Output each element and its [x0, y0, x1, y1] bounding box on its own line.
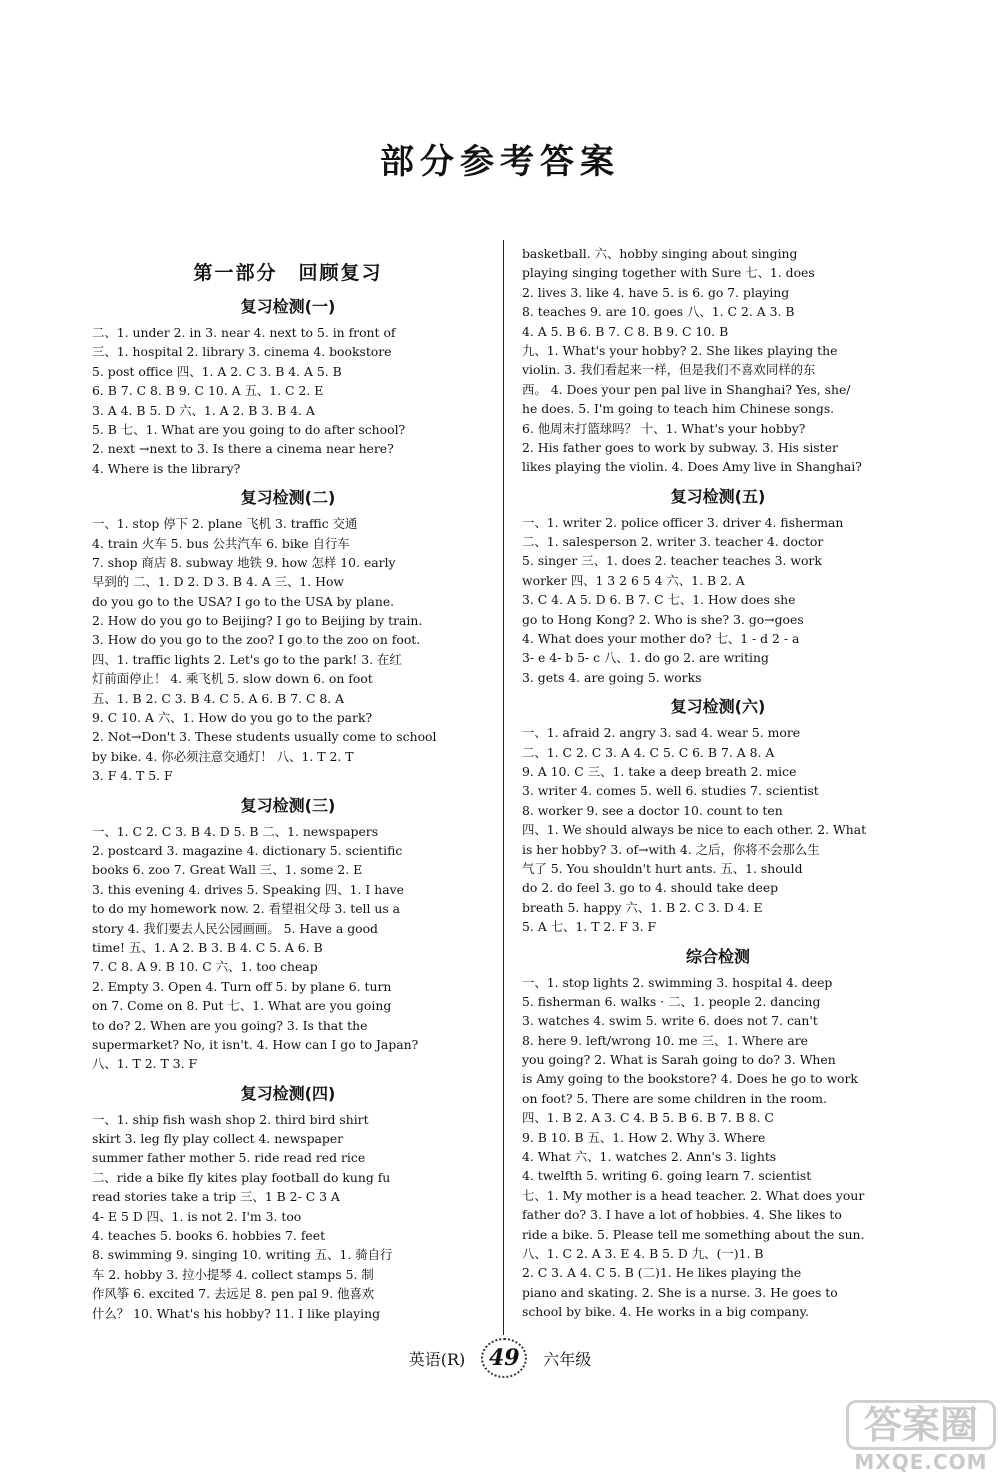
- answer-line: 一、1. C 2. C 3. B 4. D 5. B 二、1. newspapers: [92, 823, 379, 839]
- section-heading: 综合检测: [685, 946, 750, 966]
- answer-line: playing singing together with Sure 七、1. does: [522, 265, 815, 281]
- answer-line: 2. lives 3. like 4. have 5. is 6. go 7. playing: [522, 284, 790, 300]
- answer-line: 八、1. C 2. A 3. E 4. B 5. D 九、(一)1. B: [522, 1245, 764, 1261]
- page-footer: [0, 1338, 1000, 1378]
- answer-line: 8. here 9. left/wrong 10. me 三、1. Where are: [522, 1032, 808, 1048]
- watermark-logo: 答案圈: [846, 1400, 996, 1450]
- answer-line: 9. C 10. A 六、1. How do you go to the park?: [92, 710, 373, 726]
- answer-line: 9. A 10. C 三、1. take a deep breath 2. mice: [522, 763, 797, 779]
- answer-line: 9. B 10. B 五、1. How 2. Why 3. Where: [522, 1129, 766, 1145]
- answer-line: 5. B 七、1. What are you going to do after school?: [92, 421, 406, 437]
- part-title: 第一部分 回顾复习: [193, 262, 383, 284]
- answer-line: 作风筝 6. excited 7. 去远足 8. pen pal 9. 他喜欢: [92, 1286, 375, 1302]
- answer-line: 2. Empty 3. Open 4. Turn off 5. by plane 6. turn: [92, 978, 392, 994]
- page-number: 49: [481, 1338, 527, 1378]
- answer-line: 4. What 六、1. watches 2. Ann's 3. lights: [522, 1149, 777, 1165]
- answer-line: 一、1. afraid 2. angry 3. sad 4. wear 5. more: [522, 725, 801, 741]
- answer-line: 8. worker 9. see a doctor 10. count to ten: [522, 802, 783, 818]
- answer-line: skirt 3. leg fly play collect 4. newspaper: [92, 1131, 344, 1147]
- answer-line: 早到的 二、1. D 2. D 3. B 4. A 三、1. How: [92, 574, 345, 590]
- answer-line: 5. fisherman 6. walks · 二、1. people 2. dancing: [522, 993, 821, 1009]
- section-heading: 复习检测(一): [240, 297, 336, 316]
- answer-line: do you go to the USA? I go to the USA by plane.: [92, 593, 395, 609]
- section-heading: 复习检测(五): [670, 486, 766, 506]
- answer-line: read stories take a trip 三、1 B 2- C 3 A: [92, 1189, 340, 1205]
- answer-line: ride a bike. 5. Please tell me something about the sun.: [522, 1226, 865, 1242]
- answer-line: 2. His father goes to work by subway. 3. His sister: [522, 439, 838, 455]
- answer-line: 3. A 4. B 5. D 六、1. A 2. B 3. B 4. A: [92, 402, 315, 418]
- answer-line: 二、1. salesperson 2. writer 3. teacher 4. doctor: [522, 534, 824, 550]
- answer-section: [522, 485, 914, 688]
- answer-line: 8. swimming 9. singing 10. writing 五、1. 骑自行: [92, 1247, 393, 1263]
- answer-line: 西。 4. Does your pen pal live in Shanghai? Yes, she/: [522, 381, 851, 397]
- section-heading: 复习检测(四): [240, 1083, 336, 1103]
- answer-line: 二、ride a bike fly kites play football do kung fu: [92, 1169, 391, 1185]
- answer-line: 气了 5. You shouldn't hurt ants. 五、1. should: [522, 860, 803, 876]
- answer-line: 3. this evening 4. drives 5. Speaking 四、1. I have: [92, 881, 404, 897]
- answer-line: 6. 他周末打篮球吗？ 十、1. What's your hobby?: [522, 420, 806, 436]
- answer-line: 3. C 4. A 5. D 6. B 7. C 七、1. How does she: [522, 592, 796, 608]
- answer-line: 九、1. What's your hobby? 2. She likes playing the: [522, 342, 838, 358]
- answer-line: 4. What does your mother do? 七、1 - d 2 - a: [522, 631, 800, 647]
- answer-section: [92, 295, 484, 478]
- answer-line: 5. singer 三、1. does 2. teacher teaches 3. work: [522, 553, 822, 569]
- answer-line: father do? 3. I have a lot of hobbies. 4. She likes to: [522, 1207, 842, 1223]
- page-title: 部分参考答案: [380, 142, 620, 182]
- answer-line: 4- E 5 D 四、1. is not 2. I'm 3. too: [92, 1208, 302, 1224]
- answer-line: he does. 5. I'm going to teach him Chinese songs.: [522, 401, 835, 417]
- answer-line: worker 四、1 3 2 6 5 4 六、1. B 2. A: [522, 572, 745, 588]
- answer-section: [522, 695, 914, 936]
- answer-line: is Amy going to the bookstore? 4. Does he go to work: [522, 1071, 858, 1087]
- answer-line: breath 5. happy 六、1. B 2. C 3. D 4. E: [522, 899, 763, 915]
- left-column: [92, 244, 484, 1323]
- answer-line: supermarket? No, it isn't. 4. How can I go to Japan?: [92, 1036, 419, 1052]
- answer-line: 7. C 8. A 9. B 10. C 六、1. too cheap: [92, 959, 318, 975]
- answer-line: 五、1. B 2. C 3. B 4. C 5. A 6. B 7. C 8. A: [92, 690, 345, 706]
- answer-line: 七、1. My mother is a head teacher. 2. What does your: [522, 1187, 865, 1203]
- answer-line: 6. B 7. C 8. B 9. C 10. A 五、1. C 2. E: [92, 383, 324, 399]
- answer-line: to do? 2. When are you going? 3. Is that the: [92, 1017, 368, 1033]
- answer-line: 2. Not→Don't 3. These students usually come to school: [92, 729, 437, 745]
- answer-line: 2. postcard 3. magazine 4. dictionary 5. scientific: [92, 842, 403, 858]
- footer-subject: 英语(R): [408, 1349, 466, 1369]
- answer-line: 2. next →next to 3. Is there a cinema near here?: [92, 441, 394, 457]
- answer-line: violin. 3. 我们看起来一样，但是我们不喜欢同样的东: [522, 362, 816, 378]
- answer-line: go to Hong Kong? 2. Who is she? 3. go→goes: [522, 611, 804, 627]
- answer-line: 2. How do you go to Beijing? I go to Beijing by train.: [92, 613, 423, 629]
- answer-line: 3. watches 4. swim 5. write 6. does not 7. can't: [522, 1013, 818, 1029]
- answer-line: 4. twelfth 5. writing 6. going learn 7. scientist: [522, 1168, 812, 1184]
- right-intro: [522, 244, 914, 477]
- answer-line: school by bike. 4. He works in a big company.: [522, 1304, 809, 1320]
- answer-line: 一、1. stop lights 2. swimming 3. hospital 4. deep: [522, 974, 833, 990]
- footer-grade: 六年级: [543, 1349, 592, 1369]
- answer-line: 3. F 4. T 5. F: [92, 768, 173, 784]
- answer-line: story 4. 我们要去人民公园画画。 5. Have a good: [92, 920, 378, 936]
- answer-line: by bike. 4. 你必须注意交通灯！ 八、1. T 2. T: [92, 748, 354, 764]
- section-heading: 复习检测(六): [670, 697, 766, 717]
- answer-section: [92, 486, 484, 785]
- answer-line: is her hobby? 3. of→with 4. 之后，你将不会那么生: [522, 841, 820, 857]
- answer-line: 车 2. hobby 3. 拉小提琴 4. collect stamps 5. 制: [92, 1266, 374, 1282]
- section-heading: 复习检测(三): [240, 795, 336, 815]
- answer-line: 八、1. T 2. T 3. F: [92, 1056, 198, 1072]
- answer-line: 7. shop 商店 8. subway 地铁 9. how 怎样 10. early: [92, 554, 396, 570]
- answer-line: 8. teaches 9. are 10. goes 八、1. C 2. A 3. B: [522, 304, 795, 320]
- section-heading: 复习检测(二): [240, 488, 336, 508]
- left-sections: [92, 295, 484, 1323]
- answer-line: 一、1. writer 2. police officer 3. driver 4. fisherman: [522, 514, 844, 530]
- answer-line: 一、1. stop 停下 2. plane 飞机 3. traffic 交通: [92, 516, 358, 532]
- answer-line: 一、1. ship fish wash shop 2. third bird shirt: [92, 1111, 369, 1127]
- answer-line: 4. train 火车 5. bus 公共汽车 6. bike 自行车: [92, 535, 350, 551]
- answer-line: 什么？ 10. What's his hobby? 11. I like playing: [92, 1305, 381, 1321]
- answer-line: 四、1. We should always be nice to each other. 2. What: [522, 822, 867, 838]
- answer-line: time! 五、1. A 2. B 3. B 4. C 5. A 6. B: [92, 939, 323, 955]
- answer-line: basketball. 六、hobby singing about singing: [522, 246, 798, 261]
- answer-line: 3. How do you go to the zoo? I go to the zoo on foot.: [92, 632, 421, 648]
- answer-line: 4. teaches 5. books 6. hobbies 7. feet: [92, 1228, 326, 1244]
- column-divider: [503, 240, 504, 1335]
- answer-line: to do my homework now. 2. 看望祖父母 3. tell us a: [92, 901, 401, 917]
- answer-line: 3. writer 4. comes 5. well 6. studies 7. scientist: [522, 783, 819, 799]
- answer-line: on foot? 5. There are some children in the room.: [522, 1090, 827, 1106]
- answer-line: 4. A 5. B 6. B 7. C 8. B 9. C 10. B: [522, 323, 729, 339]
- answer-line: do 2. do feel 3. go to 4. should take deep: [522, 880, 779, 896]
- answer-line: 二、1. C 2. C 3. A 4. C 5. C 6. B 7. A 8. A: [522, 744, 775, 760]
- answer-line: likes playing the violin. 4. Does Amy live in Shanghai?: [522, 459, 862, 475]
- answer-section: [92, 1082, 484, 1323]
- answer-section: [92, 794, 484, 1074]
- answer-line: you going? 2. What is Sarah going to do? 3. When: [522, 1052, 836, 1068]
- answer-line: 四、1. traffic lights 2. Let's go to the park! 3. 在红: [92, 651, 402, 667]
- answer-line: 2. C 3. A 4. C 5. B (二)1. He likes playing the: [522, 1265, 802, 1281]
- answer-line: 3. gets 4. are going 5. works: [522, 669, 702, 685]
- answer-line: 5. post office 四、1. A 2. C 3. B 4. A 5. B: [92, 363, 342, 379]
- answer-line: 3- e 4- b 5- c 八、1. do go 2. are writing: [522, 650, 769, 666]
- answer-line: on 7. Come on 8. Put 七、1. What are you going: [92, 998, 392, 1014]
- answer-line: 灯前面停止！ 4. 乘飞机 5. slow down 6. on foot: [92, 671, 373, 687]
- answer-line: books 6. zoo 7. Great Wall 三、1. some 2. E: [92, 862, 363, 878]
- right-sections: [522, 485, 914, 1322]
- answer-line: 三、1. hospital 2. library 3. cinema 4. bookstore: [92, 344, 392, 360]
- answer-line: piano and skating. 2. She is a nurse. 3. He goes to: [522, 1284, 838, 1300]
- answer-line: 二、1. under 2. in 3. near 4. next to 5. in front of: [92, 325, 396, 340]
- answer-line: 四、1. B 2. A 3. C 4. B 5. B 6. B 7. B 8. C: [522, 1110, 774, 1126]
- answer-section: [522, 945, 914, 1322]
- watermark: [846, 1400, 996, 1472]
- answer-line: summer father mother 5. ride read red rice: [92, 1150, 366, 1166]
- answer-line: 5. A 七、1. T 2. F 3. F: [522, 919, 657, 935]
- right-column: [522, 244, 914, 1322]
- watermark-url: MXQE.COM: [854, 1450, 988, 1474]
- answer-line: 4. Where is the library?: [92, 460, 241, 476]
